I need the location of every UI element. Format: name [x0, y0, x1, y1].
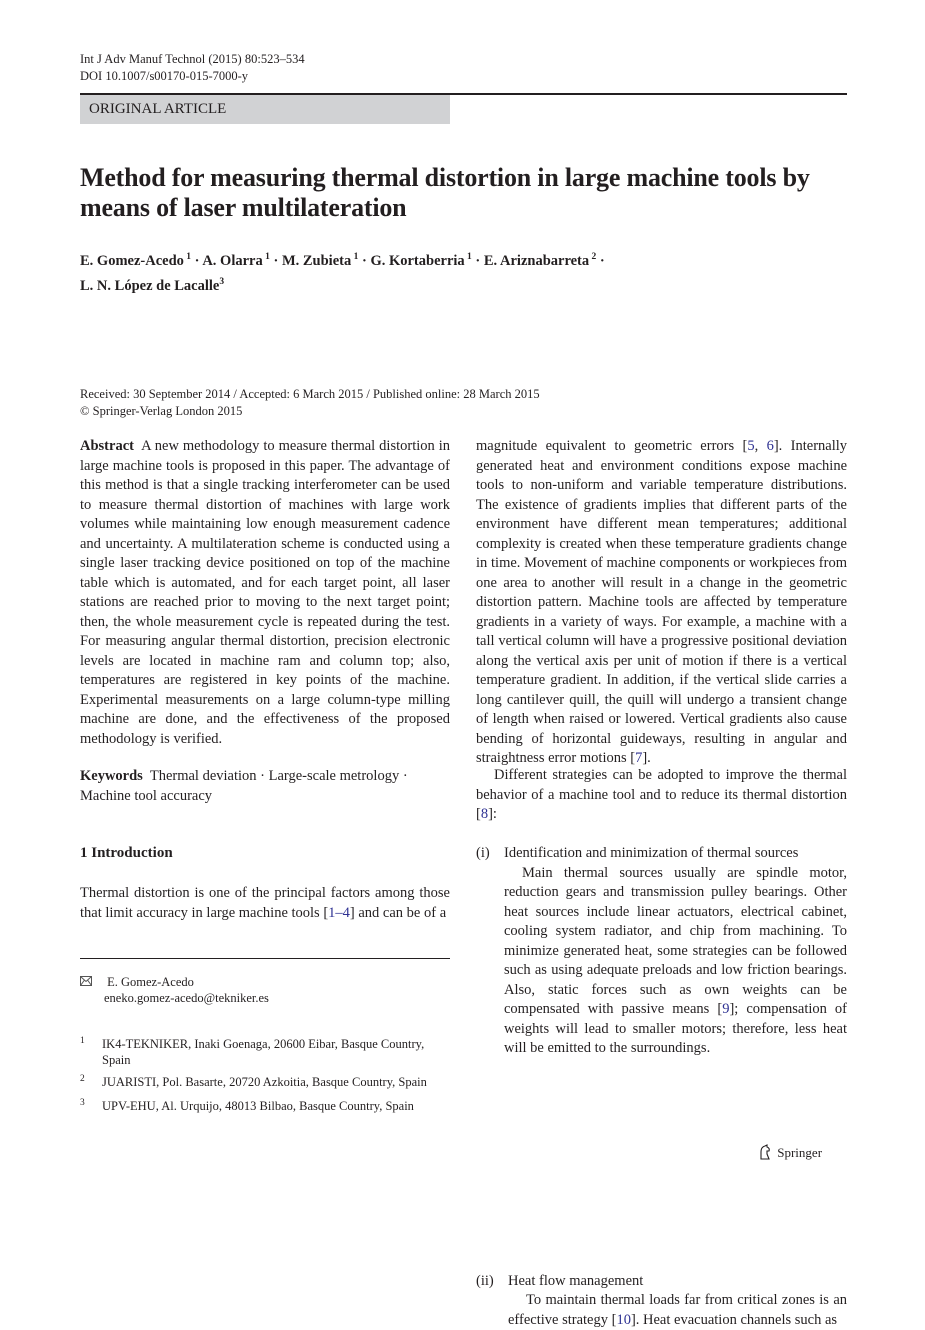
list-item-label: (ii): [476, 1272, 494, 1292]
article-type-banner: ORIGINAL ARTICLE: [80, 95, 450, 124]
affiliation: 1 IK4-TEKNIKER, Inaki Goenaga, 20600 Eibar, Basque Country, Spain: [80, 1036, 450, 1068]
list-item-body: Main thermal sources usually are spindle motor, reduction gears and transmission pulley bearings. Other heat sources include linear actuators, electrical cabinet, cooling system radiator, and chip from machining. To minimize generated heat, some strategies can be followed such as using adequate preloads and low friction bearings. Also, static forces such as own weights can be compensated with passive means [9]; compensation of weights will lead to smaller motors; therefore, less heat will be emitted to the surroundings.: [504, 864, 847, 1059]
corresponding-name: E. Gomez-Acedo: [107, 975, 194, 989]
journal-reference: Int J Adv Manuf Technol (2015) 80:523–534: [80, 51, 305, 68]
keywords-label: Keywords: [80, 768, 143, 784]
keywords-text: Thermal deviation · Large-scale metrology · Machine tool accuracy: [80, 768, 408, 804]
keywords: [80, 767, 450, 806]
citation-link[interactable]: 1–4: [328, 905, 350, 921]
springer-horse-icon: [758, 1144, 774, 1160]
citation-link[interactable]: 6: [767, 438, 774, 454]
doi: DOI 10.1007/s00170-015-7000-y: [80, 68, 305, 85]
abstract-label: Abstract: [80, 438, 134, 454]
author: E. Gomez-Acedo $^1$ ·: [80, 253, 202, 269]
author: G. Kortaberria $^1$ ·: [370, 253, 483, 269]
affiliation: 2 JUARISTI, Pol. Basarte, 20720 Azkoitia, Basque Country, Spain: [80, 1074, 450, 1090]
citation-link[interactable]: 8: [481, 806, 488, 822]
intro-paragraph: Thermal distortion is one of the principal factors among those that limit accuracy in large machine tools [1–4] and can be of a: [80, 884, 450, 923]
citation-link[interactable]: 9: [722, 1001, 729, 1017]
publication-dates: [80, 386, 540, 419]
citation-link[interactable]: 5: [747, 438, 754, 454]
author-list: [80, 247, 847, 297]
list-item: [476, 844, 847, 1059]
list-item-label: (i): [476, 844, 490, 864]
list-item-body: To maintain thermal loads far from critical zones is an effective strategy [10]. Heat evacuation channels such as: [508, 1291, 847, 1330]
affiliation: 3 UPV-EHU, Al. Urquijo, 48013 Bilbao, Basque Country, Spain: [80, 1098, 450, 1114]
body-paragraph: magnitude equivalent to geometric errors [5, 6]. Internally generated heat and environment conditions expose machine tools to non-uniform and variable temperature distributions. The existence of gradients implies that different parts of the environment have different mean temperatures; additional complexity is created when these temperature gradients change in time. Movement of machine components or workpieces from one area to another will result in a change in the geometric distortion pattern. Machine tools are affected by temperature gradients in a variety of ways. For example, a machine with a tall vertical column will have a progressive positional deviation along the vertical axis per unit of motion if there is a vertical temperature gradient. In addition, if the vertical slide carries a long cantilever quill, the quill will undergo a transient change of length when raised or lowered. Vertical gradients also cause bending of horizontal guideways, resulting in angular and straightness error motions [7].: [476, 437, 847, 769]
received-accepted-published: Received: 30 September 2014 / Accepted: 6 March 2015 / Published online: 28 March 2015: [80, 386, 540, 403]
list-item: [476, 1272, 847, 1330]
journal-citation: [80, 51, 305, 85]
paper-title: Method for measuring thermal distortion in large machine tools by means of laser multilateration: [80, 163, 847, 223]
author: L. N. López de Lacalle$^3$: [80, 278, 224, 294]
citation-link[interactable]: 10: [616, 1312, 631, 1328]
copyright: © Springer-Verlag London 2015: [80, 403, 540, 420]
corresponding-author: [80, 974, 269, 1006]
author: M. Zubieta $^1$ ·: [282, 253, 371, 269]
citation-link[interactable]: 7: [635, 750, 642, 766]
list-item-heading: Identification and minimization of thermal sources: [504, 844, 847, 864]
body-paragraph: Different strategies can be adopted to improve the thermal behavior of a machine tool and to reduce its thermal distortion [8]:: [476, 766, 847, 825]
publisher-logo: [758, 1144, 822, 1161]
section-heading-introduction: 1 Introduction: [80, 845, 450, 862]
footnote-rule: [80, 958, 450, 959]
corresponding-email[interactable]: eneko.gomez-acedo@tekniker.es: [104, 990, 269, 1006]
author: E. Ariznabarreta $^2$ ·: [484, 253, 605, 269]
envelope-icon: [80, 974, 96, 990]
publisher-name: Springer: [777, 1145, 822, 1160]
abstract: [80, 437, 450, 749]
author: A. Olarra $^1$ ·: [202, 253, 282, 269]
abstract-text: A new methodology to measure thermal distortion in large machine tools is proposed in this paper. The advantage of this method is that a single tracking interferometer can be used to measure thermal distortion of machines with large work volumes while maintaining low enough measurement cadence and uncertainty. A multilateration scheme is conducted using a single laser tracking device positioned on top of the machine table which is automated, and for each target point, all laser stations are reached prior to moving to the next target point; then, the whole measurement cycle is repeated during the test. For measuring angular thermal distortion, precision electronic levels are located in machine ram and column top; also, temperatures are registered in key points of the machine. Experimental measurements on a large column-type milling machine are done, and the effectiveness of the proposed methodology is verified.: [80, 438, 450, 747]
list-item-heading: Heat flow management: [508, 1272, 847, 1292]
